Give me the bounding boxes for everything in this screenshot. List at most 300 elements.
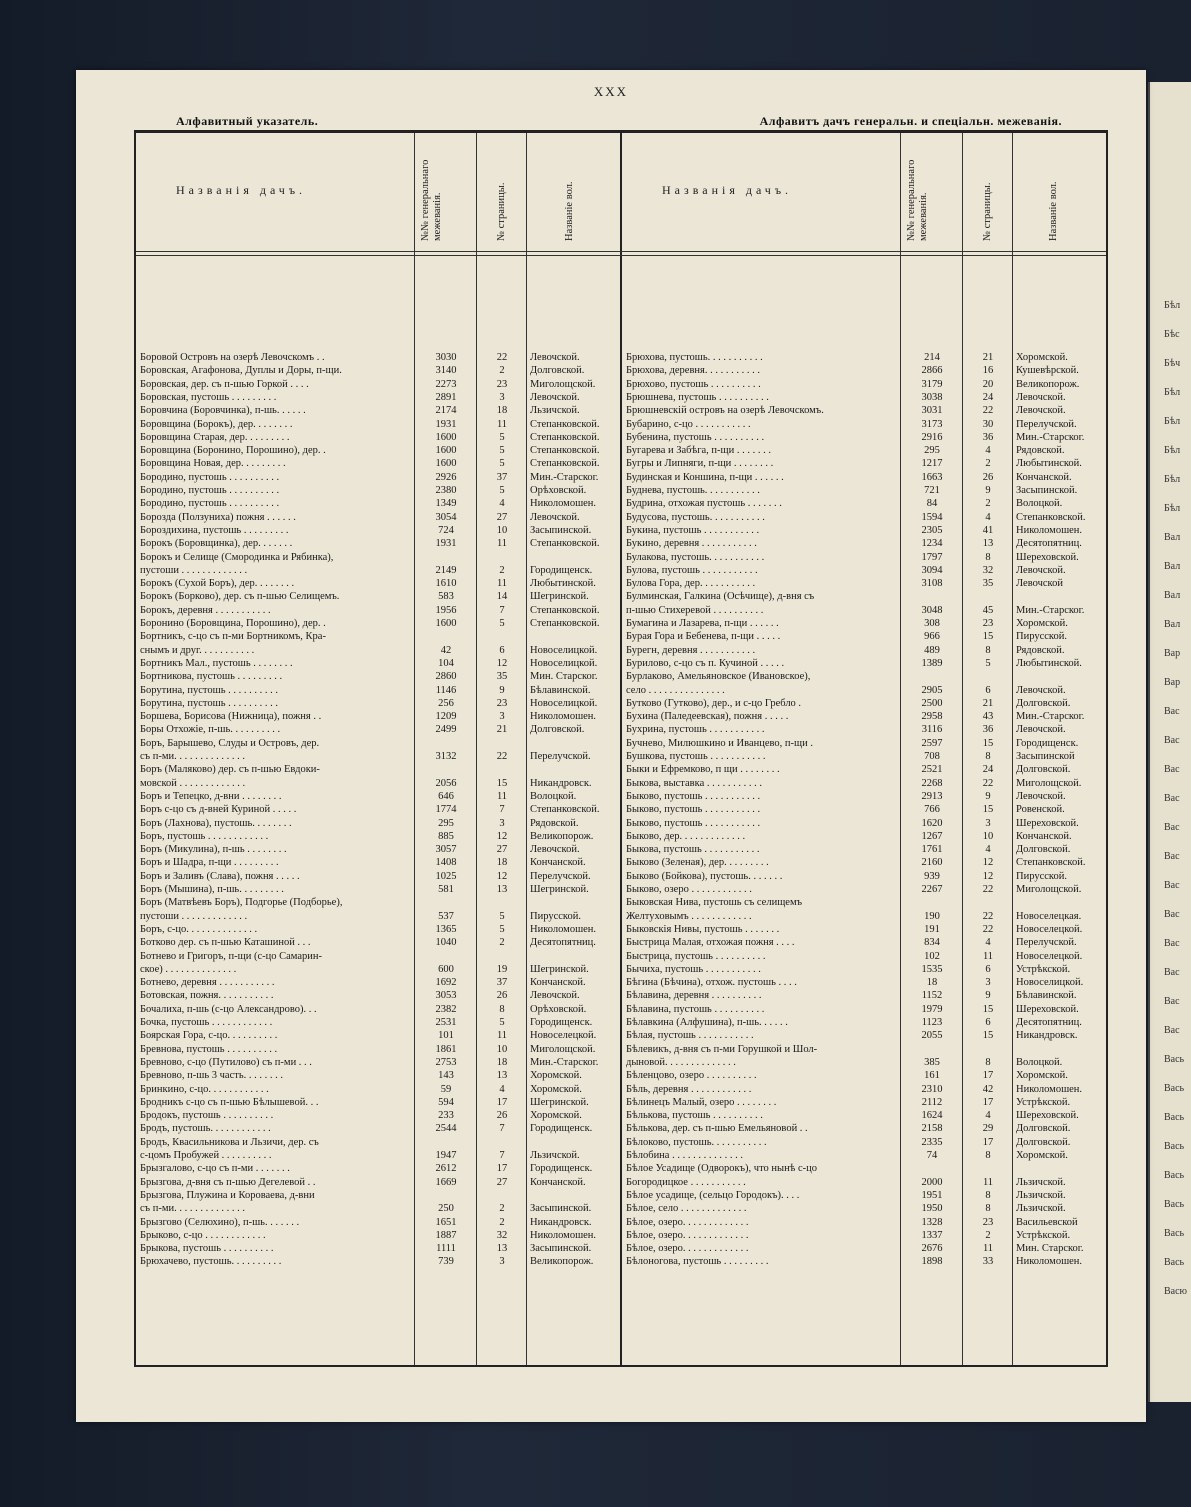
volost-name: Великопорож. [1016,378,1080,390]
volost-name: Десятопятниц. [530,937,596,949]
table-row [622,763,1106,776]
next-page-fragment: Вас [1164,793,1180,804]
table-row [622,378,1106,391]
page-number-cell: 10 [982,830,994,842]
volost-name: Засыпинской [1016,751,1075,762]
entry-name: Бухрина, пустошь . . . . . . . . . . . [626,724,765,736]
volost-name: Долговской. [530,365,585,377]
next-page-fragment: Вас [1164,996,1180,1007]
table-row [136,684,620,697]
entry-name: Бѣлькова, дер. съ п-шью Емельяновой . . [626,1123,808,1135]
general-survey-number: 2913 [921,790,943,802]
page-number-cell: 37 [496,471,508,483]
table-row [136,817,620,830]
volost-name: Шереховской. [1016,817,1079,829]
page-number-cell: 22 [982,884,994,895]
general-survey-number: 581 [438,884,454,895]
page-number-cell: 5 [499,485,505,496]
entry-name: Боршева, Борисова (Нижница), пожня . . [140,711,322,723]
page-number-cell: 18 [496,857,508,869]
general-survey-number: 939 [924,870,940,882]
entry-name: Булминская, Галкина (Осѣчище), д-вня съ [626,591,815,603]
table-row [136,1122,620,1135]
table-row [622,697,1106,710]
next-page-fragment: Вар [1164,648,1181,659]
entry-name: Ботнево и Григоръ, п-щи (с-цо Самарин- [140,950,322,962]
page-number: XXX [593,84,629,99]
volost-name: Шегринской. [530,884,589,895]
page-number-cell: 4 [985,445,991,457]
next-page-fragment: Вас [1164,909,1180,920]
next-page-fragment: Вал [1164,532,1181,543]
table-row [622,723,1106,736]
table-row [622,1149,1106,1162]
general-survey-number: 161 [924,1070,940,1082]
page-number-cell: 12 [496,830,508,842]
entry-name: Брюхова, пустошь. . . . . . . . . . . [626,352,763,363]
page-number-cell: 16 [982,365,994,377]
volost-name: Любытинской. [530,578,596,590]
entry-name: село . . . . . . . . . . . . . . . [626,684,725,696]
entry-name: Бѣлевикъ, д-вня съ п-ми Горушкой и Шол- [626,1043,818,1055]
entry-name: Боровщина (Борокъ), дер. . . . . . . . [140,418,293,430]
entry-name: Боровская, пустошь . . . . . . . . . [140,391,277,403]
page-number-cell: 23 [496,378,508,390]
next-page-fragment: Вал [1164,561,1181,572]
general-survey-number: 708 [924,751,940,762]
table-row [622,923,1106,936]
page-number-cell: 42 [982,1083,994,1095]
page-number-cell: 13 [982,538,994,550]
next-page-fragment: Вар [1164,677,1181,688]
page-number-cell: 11 [982,950,994,962]
general-survey-number: 2160 [921,857,943,869]
entry-name: Боръ (Матвѣевъ Боръ), Подгорье (Подборье), [140,897,343,909]
table-row [136,551,620,564]
page-number-cell: 11 [496,538,508,550]
entry-name: Боръ (Микулина), п-шь . . . . . . . . [140,844,287,856]
page-number-cell: 5 [499,1017,505,1028]
volost-name: Кончанской. [1016,471,1072,483]
general-survey-number: 2866 [921,365,943,377]
table-row [136,750,620,763]
volost-name: Никандровск. [1016,1030,1078,1042]
table-row [136,391,620,404]
volost-name: Рядовской. [530,817,579,829]
volost-name: Пирусской. [530,910,581,922]
entry-name: Бѣгина (Бѣчина), отхож. пустошь . . . . [626,977,797,989]
general-survey-number: 1217 [921,458,943,470]
general-survey-number: 1761 [921,844,943,856]
volost-name: Льзичской. [530,405,580,417]
entry-name: съ п-ми. . . . . . . . . . . . . . [140,751,245,762]
volost-name: Левочской. [1016,405,1066,417]
entry-name: Быково (Зеленая), дер. . . . . . . . . [626,857,769,869]
table-row [136,710,620,723]
table-row [622,630,1106,643]
page-number-cell: 15 [982,804,994,816]
general-survey-number: 1887 [435,1229,457,1241]
general-survey-number: 2149 [435,564,457,576]
volost-name: Десятопятниц. [1016,1017,1082,1028]
table-row [622,551,1106,564]
entry-name: Бочалиха, п-шь (с-цо Александрово). . . [140,1003,317,1015]
general-survey-number: 1931 [435,538,457,550]
general-survey-number: 721 [924,485,940,496]
page-number-cell: 3 [499,817,505,829]
general-survey-number: 2305 [921,524,943,536]
table-row [622,1176,1106,1189]
table-row [136,976,620,989]
table-row [622,1242,1106,1255]
table-row [136,910,620,923]
volost-name: Устрѣкской. [1016,1229,1071,1241]
table-row [622,963,1106,976]
entry-name: Ботнево, деревня . . . . . . . . . . . [140,977,275,989]
entry-name: Боярская Гора, с-цо. . . . . . . . . . [140,1030,278,1042]
volost-name: Льзичской. [1016,1189,1066,1201]
volost-name: Николомошен. [1016,524,1083,536]
entry-name: Быкова, пустошь . . . . . . . . . . . [626,844,760,856]
general-survey-number: 1950 [921,1203,943,1215]
general-survey-number: 600 [438,963,454,975]
entry-name: Боронино (Боровщина, Порошино), дер. . [140,618,326,629]
volost-name: Левочской. [1016,564,1066,576]
table-row [136,1003,620,1016]
volost-name: Перелучской. [1016,418,1077,430]
volost-name: Миголощской. [1016,884,1082,895]
table-row [622,1162,1106,1175]
general-survey-number: 308 [924,618,940,629]
page-number-cell: 2 [985,458,991,470]
general-survey-number: 143 [438,1070,454,1082]
general-survey-number: 885 [438,830,454,842]
entry-name: Бѣлое, озеро. . . . . . . . . . . . . [626,1216,749,1228]
volost-name: Шереховской. [1016,551,1079,563]
entry-name: Боръ, Барышево, Слуды и Островъ, дер. [140,737,320,749]
general-survey-number: 1692 [435,977,457,989]
table-row [622,590,1106,603]
volost-name: Городищенск. [530,1123,593,1135]
page-number-cell: 18 [496,1056,508,1068]
entry-name: Булова, пустошь . . . . . . . . . . . [626,564,758,576]
volost-name: Засыпинской. [1016,485,1078,496]
table-row [622,657,1106,670]
page-number-cell: 12 [496,657,508,669]
page-number-cell: 26 [496,1110,508,1122]
page-number-cell: 8 [985,551,991,563]
general-survey-number: 3132 [435,751,457,762]
table-row [136,950,620,963]
general-survey-number: 1040 [435,937,457,949]
general-survey-number: 2000 [921,1176,943,1188]
table-row [136,577,620,590]
table-row [622,870,1106,883]
entry-name: Бортникъ Мал., пустошь . . . . . . . . [140,657,293,669]
volost-name: Кончанской. [1016,830,1072,842]
entry-name: ское) . . . . . . . . . . . . . . [140,963,237,975]
entry-name: Быки и Ефремково, п щи . . . . . . . . [626,764,780,776]
entry-name: Брыкова, пустошь . . . . . . . . . . [140,1243,274,1255]
page-number-cell: 7 [499,1150,505,1161]
general-survey-number: 1898 [921,1256,943,1268]
entry-name: Бурлаково, Амельяновское (Ивановское), [626,671,811,683]
volost-name: Десятопятниц. [1016,538,1082,550]
volost-name: Долговской. [1016,764,1071,776]
entry-name: Бродъ, пустошь. . . . . . . . . . . . [140,1123,271,1135]
general-survey-number: 1669 [435,1176,457,1188]
general-survey-number: 1600 [435,458,457,470]
volost-name: Долговской. [1016,1123,1071,1135]
table-row [136,1255,620,1268]
general-survey-number: 2544 [435,1123,457,1135]
entry-name: Бухина (Паледеевская), пожня . . . . . [626,711,789,723]
header-rule [136,251,1106,252]
volost-name: Долговской. [1016,1136,1071,1148]
volost-name: Шегринской. [530,963,589,975]
page-number-cell: 6 [985,963,991,975]
next-page-fragment: Вась [1164,1257,1185,1268]
next-page-fragment: Вась [1164,1170,1185,1181]
general-survey-number: 1594 [921,511,943,523]
table-row [136,471,620,484]
volost-name: Новоселецкой. [1016,923,1083,935]
entry-name: Бревнова, пустошь . . . . . . . . . . [140,1043,278,1055]
entry-name: Борокъ, деревня . . . . . . . . . . . [140,604,271,616]
general-survey-number: 1152 [921,990,943,1002]
entry-name: Бородино, пустошь . . . . . . . . . . [140,471,280,483]
page-number-cell: 11 [982,1176,994,1188]
volost-name: Пирусской. [1016,631,1067,643]
table-row [622,817,1106,830]
general-survey-number: 2380 [435,485,457,496]
entry-name: снымъ и друг. . . . . . . . . . . [140,644,255,656]
next-page-fragment: Бѣл [1164,445,1181,456]
table-row [136,737,620,750]
page-number-cell: 7 [499,804,505,816]
general-survey-number: 2676 [921,1243,943,1255]
volost-name: Шегринской. [530,591,589,603]
page-number-cell: 20 [982,378,994,390]
volost-name: Николомошен. [1016,1256,1083,1268]
table-row [622,777,1106,790]
entry-name: Быковская Нива, пустошь съ селищемъ [626,897,803,909]
page-number-cell: 13 [496,1070,508,1082]
table-row [136,723,620,736]
table-row [136,1162,620,1175]
entry-name: Бѣлое, озеро. . . . . . . . . . . . . [626,1243,749,1255]
volost-name: Ровенской. [1016,804,1065,816]
page-number-cell: 36 [982,431,994,443]
general-survey-number: 2056 [435,777,457,789]
general-survey-number: 1951 [921,1189,943,1201]
page-number-cell: 9 [985,790,991,802]
entry-name: Бѣлькова, пустошь . . . . . . . . . . [626,1110,763,1122]
entry-name: Бринкино, с-цо. . . . . . . . . . . . [140,1083,269,1095]
page-number-cell: 7 [499,604,505,616]
volost-name: Великопорож. [530,1256,594,1268]
table-row [136,1056,620,1069]
page-number-cell: 9 [499,684,505,696]
entry-name: Бѣлавина, пустошь . . . . . . . . . . [626,1003,765,1015]
table-row [622,1202,1106,1215]
table-row [136,963,620,976]
page-number-cell: 15 [982,737,994,749]
general-survey-number: 385 [924,1056,940,1068]
entry-name: Бѣль, деревня . . . . . . . . . . . . [626,1083,752,1095]
header-left: Алфавитный указатель. [176,114,319,128]
general-survey-number: 1663 [921,471,943,483]
page-number-cell: 23 [982,618,994,629]
page-number-cell: 17 [496,1096,508,1108]
entry-name: Боръ и Заливъ (Слава), пожня . . . . . [140,870,300,882]
entry-name: Бревново, с-цо (Путилово) съ п-ми . . . [140,1056,312,1068]
general-survey-number: 1209 [435,711,457,723]
page-number-cell: 2 [499,1203,505,1215]
volost-name: Новоселицкой. [530,657,598,669]
volost-name: Никандровск. [530,1216,592,1228]
page-number-cell: 6 [985,1017,991,1028]
table-row [622,883,1106,896]
entry-name: Бушкова, пустошь . . . . . . . . . . . [626,751,766,762]
entry-name: Борокъ (Борково), дер. съ п-шью Селищемъ. [140,591,340,603]
table-row [622,910,1106,923]
page-number-cell: 15 [496,777,508,789]
volost-name: Рядовской. [1016,644,1065,656]
page-number-cell: 24 [982,391,994,403]
table-row [622,1029,1106,1042]
page-number-cell: 11 [982,1243,994,1255]
page-number-cell: 5 [499,445,505,457]
general-survey-number: 2916 [921,431,943,443]
entry-name: Бурая Гора и Бебенева, п-щи . . . . . [626,631,781,643]
entry-name: Будинская и Коншина, п-щи . . . . . . [626,471,784,483]
general-survey-number: 74 [926,1150,938,1161]
volost-name: Любытинской. [1016,657,1082,669]
page-number-cell: 11 [496,578,508,590]
entry-name: Быково, пустошь . . . . . . . . . . . [626,817,761,829]
general-survey-number: 739 [438,1256,454,1268]
entry-name: Брызгова, Плужина и Короваева, д-вни [140,1189,315,1201]
page-number-cell: 22 [982,923,994,935]
col-header-vol-right: Названіе вол. [1048,181,1059,241]
table-row [622,564,1106,577]
page-number-cell: 5 [985,657,991,669]
volost-name: Хоромской. [1016,1150,1068,1161]
page-number-cell: 8 [985,1150,991,1161]
next-page-fragment: Бѣс [1164,329,1180,340]
page-number-cell: 4 [985,1110,991,1122]
table-row [622,537,1106,550]
table-row [622,750,1106,763]
volost-name: Перелучской. [530,870,591,882]
general-survey-number: 42 [440,644,452,656]
general-survey-number: 3048 [921,604,943,616]
table-row [622,364,1106,377]
entry-name: Брюхачево, пустошь. . . . . . . . . . [140,1256,282,1268]
general-survey-number: 214 [924,352,940,363]
volost-name: Степанковской. [530,458,600,470]
general-survey-number: 766 [924,804,940,816]
next-page-fragment: Вась [1164,1083,1185,1094]
next-page-fragment: Вал [1164,619,1181,630]
general-survey-number: 2521 [921,764,943,776]
general-survey-number: 2597 [921,737,943,749]
col-header-gen-left: №№ генеральнаго межеванія. [420,159,443,241]
page-number-cell: 4 [985,937,991,949]
col-header-vol-left: Названіе вол. [564,181,575,241]
entry-name: Брюхова, деревня. . . . . . . . . . . [626,365,760,377]
table-row [622,843,1106,856]
entry-name: Бродокъ, пустошь . . . . . . . . . . [140,1110,274,1122]
page-number-cell: 37 [496,977,508,989]
entry-name: Бѣлобина . . . . . . . . . . . . . . [626,1150,743,1161]
page-number-cell: 9 [985,990,991,1002]
volost-name: Мин.-Старског. [1016,604,1085,616]
page-number-cell: 12 [982,857,994,869]
entry-name: Бороздихина, пустошь . . . . . . . . . [140,524,289,536]
general-survey-number: 18 [926,977,938,989]
page-number-cell: 8 [985,1203,991,1215]
general-survey-number: 1123 [921,1017,943,1028]
table-row [136,1016,620,1029]
volost-name: Степанковской. [1016,857,1086,869]
general-survey-number: 1111 [436,1243,456,1255]
entry-name: Желтуховымъ . . . . . . . . . . . . [626,910,752,922]
page-number-cell: 43 [982,711,994,723]
general-survey-number: 3057 [435,844,457,856]
general-survey-number: 3140 [435,365,457,377]
general-survey-number: 1267 [921,830,943,842]
volost-name: Миголощской. [530,1043,596,1055]
entry-name: Бѣлое, село . . . . . . . . . . . . . [626,1203,747,1215]
table-row [136,364,620,377]
table-row [136,564,620,577]
table-row [136,644,620,657]
volost-name: Перелучской. [530,751,591,762]
table-row [136,617,620,630]
volost-name: Засыпинской. [530,524,592,536]
table-row [622,790,1106,803]
volost-name: Левочской. [530,391,580,403]
page-number-cell: 27 [496,844,508,856]
general-survey-number: 2158 [921,1123,943,1135]
entry-name: Булакова, пустошь. . . . . . . . . . . [626,551,765,563]
volost-name: Льзичской. [1016,1176,1066,1188]
general-survey-number: 2273 [435,378,457,390]
general-survey-number: 583 [438,591,454,603]
volost-name: Левочской. [1016,790,1066,802]
table-row [622,617,1106,630]
entry-name: Ботовская, пожня. . . . . . . . . . . [140,990,274,1002]
page-number-cell: 17 [496,1163,508,1175]
entry-name: Боръ (Маляково) дер. съ п-шью Евдоки- [140,764,320,776]
general-survey-number: 2612 [435,1163,457,1175]
next-page-fragment: Вас [1164,851,1180,862]
volost-name: Левочской. [530,511,580,523]
general-survey-number: 2174 [435,405,457,417]
entry-name: Брюшневскій островъ на озерѣ Левочскомъ. [626,405,824,417]
page-number-cell: 5 [499,618,505,629]
general-survey-number: 190 [924,910,940,922]
volost-name: Хоромской. [1016,1070,1068,1082]
table-row [622,644,1106,657]
table-row [136,790,620,803]
page-number-cell: 15 [982,1003,994,1015]
entry-name: Боровой Островъ на озерѣ Левочскомъ . . [140,352,325,363]
table-row [622,577,1106,590]
table-row [622,1069,1106,1082]
